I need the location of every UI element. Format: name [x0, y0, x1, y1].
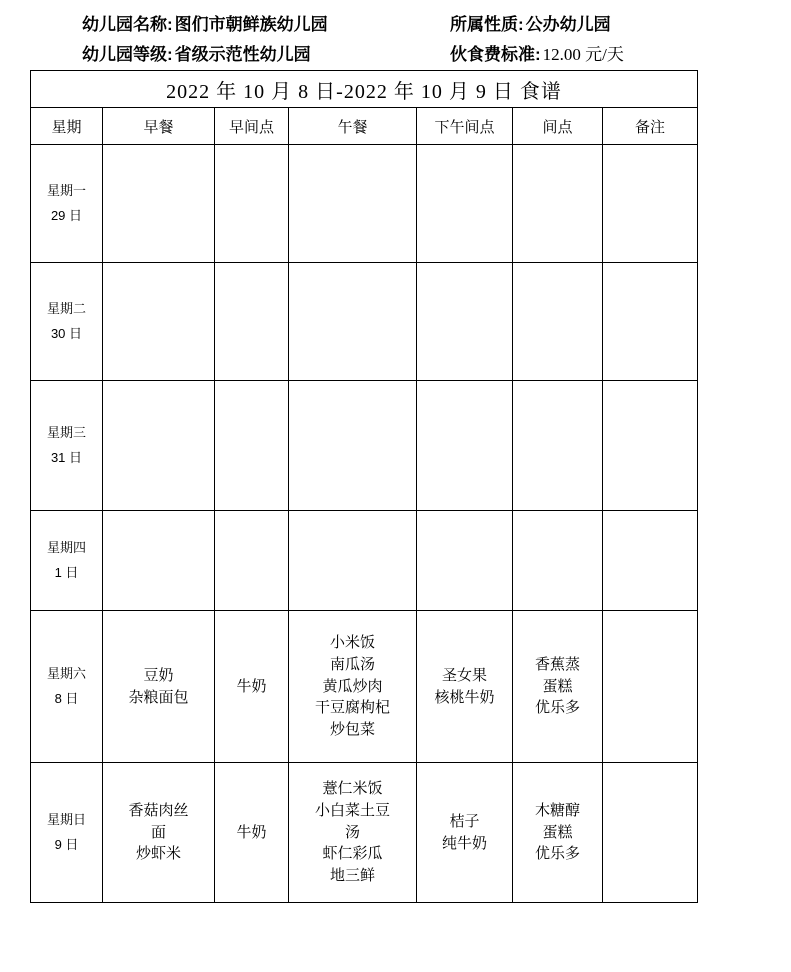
day-cell	[31, 511, 103, 611]
meal-item: 薏仁米饭	[322, 780, 383, 798]
weekday-label: 星期三	[46, 424, 86, 440]
meal-cell-breakfast	[103, 145, 215, 263]
meal-item: 优乐多	[534, 699, 580, 717]
meal-cell-snack	[513, 763, 603, 903]
day-cell	[31, 263, 103, 381]
meal-item: 黄瓜炒肉	[322, 677, 383, 695]
meal-fee-label: 伙食费标准:	[450, 45, 541, 64]
day-cell	[31, 763, 103, 903]
meal-cell-breakfast	[103, 611, 215, 763]
day-cell	[31, 381, 103, 511]
meal-item: 牛奶	[236, 677, 267, 695]
meal-cell-morning-snack	[215, 381, 289, 511]
table-row	[31, 763, 698, 903]
column-header-4: 下午间点	[417, 108, 513, 145]
meal-item: 牛奶	[236, 823, 267, 841]
kindergarten-level-label: 幼儿园等级:	[82, 45, 173, 64]
meal-item: 蛋糕	[542, 823, 573, 841]
meal-cell-snack	[513, 611, 603, 763]
meal-item: 蛋糕	[542, 677, 573, 695]
meal-cell-snack	[513, 511, 603, 611]
weekday-label: 星期一	[46, 182, 86, 198]
header-row-2	[30, 40, 761, 64]
meal-cell-lunch	[289, 763, 417, 903]
table-row	[31, 263, 698, 381]
table-title: 2022 年 10 月 8 日-2022 年 10 月 9 日 食谱	[31, 71, 698, 108]
column-header-5: 间点	[513, 108, 603, 145]
meal-cell-remark	[603, 511, 698, 611]
meal-cell-afternoon-snack	[417, 381, 513, 511]
meal-item: 南瓜汤	[329, 655, 375, 673]
meal-cell-breakfast	[103, 511, 215, 611]
column-header-0: 星期	[31, 108, 103, 145]
document-header	[30, 10, 761, 64]
date-label: 31 日	[50, 449, 83, 465]
kindergarten-level-value: 省级示范性幼儿园	[174, 45, 311, 64]
meal-cell-breakfast	[103, 263, 215, 381]
day-cell	[31, 145, 103, 263]
meal-item: 核桃牛奶	[434, 688, 495, 706]
meal-cell-remark	[603, 381, 698, 511]
meal-item: 优乐多	[534, 845, 580, 863]
meal-cell-afternoon-snack	[417, 763, 513, 903]
date-label: 1 日	[54, 564, 79, 580]
meal-cell-snack	[513, 263, 603, 381]
table-header-row	[31, 108, 698, 145]
meal-item: 豆奶	[143, 666, 174, 684]
meal-cell-snack	[513, 145, 603, 263]
meal-item: 桔子	[449, 812, 480, 830]
meal-item: 虾仁彩瓜	[322, 845, 383, 863]
meal-cell-afternoon-snack	[417, 611, 513, 763]
meal-cell-afternoon-snack	[417, 511, 513, 611]
meal-cell-lunch	[289, 145, 417, 263]
table-row	[31, 511, 698, 611]
kindergarten-name-field	[30, 10, 430, 35]
meal-item: 干豆腐枸杞	[314, 699, 390, 717]
meal-item: 香菇肉丝	[128, 801, 189, 819]
ownership-field	[430, 10, 761, 35]
meal-cell-lunch	[289, 381, 417, 511]
column-header-6: 备注	[603, 108, 698, 145]
meal-item: 小白菜土豆	[314, 801, 390, 819]
meal-cell-remark	[603, 145, 698, 263]
meal-item: 地三鲜	[329, 867, 375, 885]
meal-fee-value: 12.00 元/天	[542, 45, 624, 64]
meal-cell-remark	[603, 263, 698, 381]
meal-cell-afternoon-snack	[417, 145, 513, 263]
meal-cell-morning-snack	[215, 145, 289, 263]
meal-cell-afternoon-snack	[417, 263, 513, 381]
meal-fee-field	[430, 40, 761, 65]
table-title-row	[31, 71, 698, 108]
date-label: 8 日	[54, 690, 79, 706]
meal-cell-lunch	[289, 511, 417, 611]
meal-item: 小米饭	[329, 634, 375, 652]
meal-cell-morning-snack	[215, 763, 289, 903]
meal-cell-morning-snack	[215, 611, 289, 763]
weekday-label: 星期四	[46, 539, 86, 555]
column-header-2: 早间点	[215, 108, 289, 145]
column-header-3: 午餐	[289, 108, 417, 145]
meal-item: 圣女果	[441, 666, 487, 684]
meal-item: 香蕉蒸	[534, 655, 580, 673]
table-row	[31, 611, 698, 763]
kindergarten-level-field	[30, 40, 430, 65]
meal-cell-lunch	[289, 611, 417, 763]
menu-table	[30, 70, 698, 903]
meal-item: 面	[150, 823, 166, 841]
day-cell	[31, 611, 103, 763]
meal-item: 汤	[344, 823, 360, 841]
meal-cell-morning-snack	[215, 511, 289, 611]
meal-item: 杂粮面包	[128, 688, 189, 706]
date-label: 29 日	[50, 207, 83, 223]
meal-cell-morning-snack	[215, 263, 289, 381]
weekday-label: 星期六	[46, 665, 86, 681]
weekday-label: 星期日	[46, 811, 86, 827]
meal-item: 木糖醇	[534, 801, 580, 819]
meal-cell-breakfast	[103, 763, 215, 903]
ownership-value: 公办幼儿园	[525, 15, 611, 34]
meal-cell-remark	[603, 763, 698, 903]
meal-cell-breakfast	[103, 381, 215, 511]
kindergarten-name-value: 图们市朝鲜族幼儿园	[174, 15, 328, 34]
table-row	[31, 381, 698, 511]
meal-item: 炒包菜	[329, 721, 375, 739]
table-row	[31, 145, 698, 263]
meal-item: 炒虾米	[135, 845, 181, 863]
ownership-label: 所属性质:	[450, 15, 524, 34]
meal-item: 纯牛奶	[441, 834, 487, 852]
meal-cell-remark	[603, 611, 698, 763]
header-row-1	[30, 10, 761, 34]
column-header-1: 早餐	[103, 108, 215, 145]
kindergarten-name-label: 幼儿园名称:	[82, 15, 173, 34]
weekday-label: 星期二	[46, 300, 86, 316]
meal-cell-snack	[513, 381, 603, 511]
meal-cell-lunch	[289, 263, 417, 381]
date-label: 30 日	[50, 325, 83, 341]
date-label: 9 日	[54, 836, 79, 852]
